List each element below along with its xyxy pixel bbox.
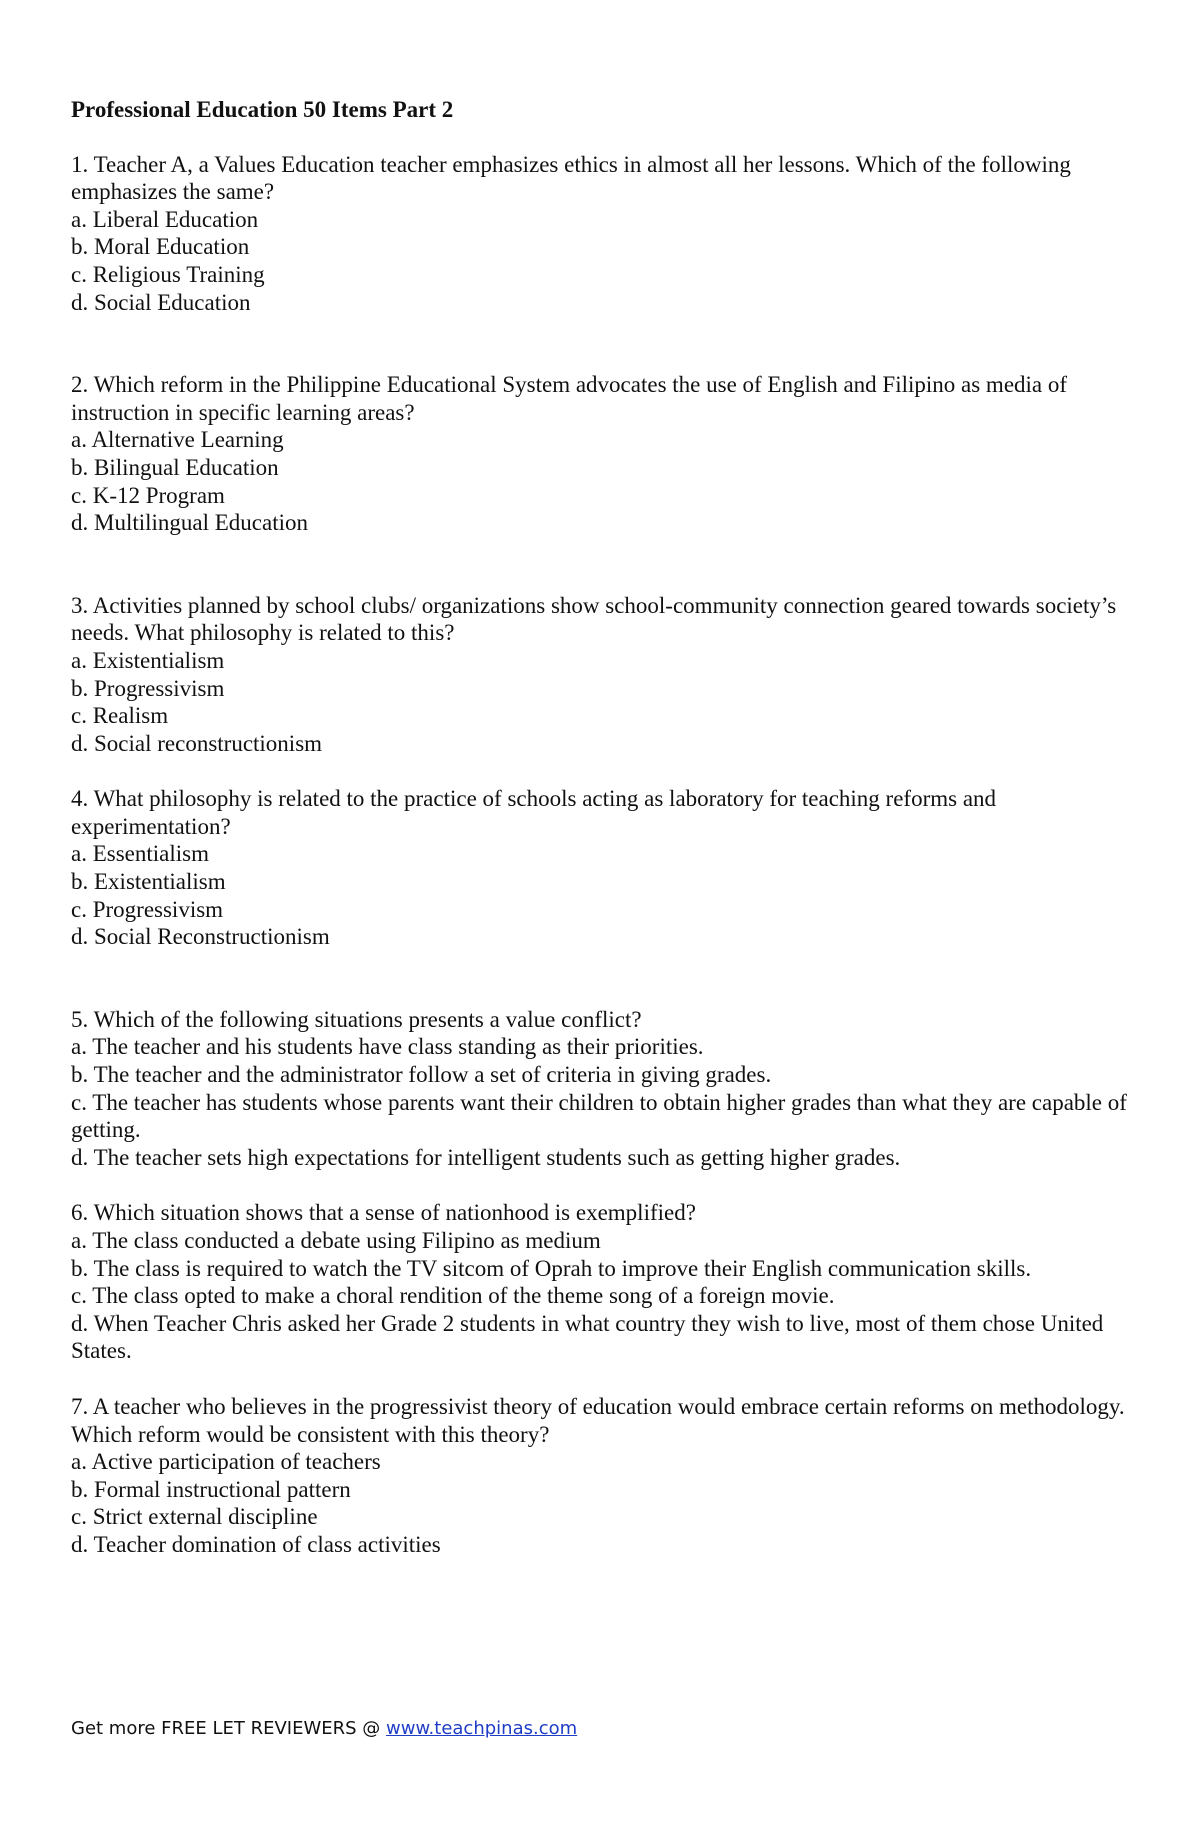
option-b: b. Bilingual Education [71,454,279,480]
question-1 [71,151,1131,317]
option-a: a. Alternative Learning [71,427,284,453]
question-text: 5. Which of the following situations presents a value conflict? [71,1006,642,1032]
question-text: 1. Teacher A, a Values Education teacher emphasizes ethics in almost all her lessons. Which of the following emphasizes the same? [71,151,1077,205]
spacer [71,1365,1131,1393]
option-c: c. K-12 Program [71,482,225,508]
option-c: c. Progressivism [71,896,224,922]
option-a: a. The class conducted a debate using Filipino as medium [71,1228,601,1253]
question-6 [71,1199,1131,1365]
option-c: c. Realism [71,703,169,729]
spacer [71,316,1131,371]
question-4 [71,785,1131,951]
option-d: d. Social reconstructionism [71,730,323,756]
spacer [71,1171,1131,1199]
question-7 [71,1393,1131,1559]
option-a: a. Essentialism [71,841,209,867]
option-b: b. Existentialism [71,869,226,895]
option-b: b. Progressivism [71,675,225,701]
option-d: d. Social Reconstructionism [71,924,330,950]
option-c: c. Religious Training [71,261,265,287]
option-a: a. Liberal Education [71,206,259,232]
question-text: 4. What philosophy is related to the practice of schools acting as laboratory for teaching reforms and experimentation? [71,786,1002,839]
question-text: 7. A teacher who believes in the progressivist theory of education would embrace certain reforms on methodology. Which reform would be consistent with this theory? [71,1393,1130,1447]
spacer [71,951,1131,1006]
question-text: 3. Activities planned by school clubs/ organizations show school-community connection geared towards society’s needs. What philosophy is related to this? [71,592,1122,646]
document-title: Professional Education 50 Items Part 2 [71,97,454,122]
footer-text: Get more FREE LET REVIEWERS @ [71,1718,387,1739]
option-d: d. Teacher domination of class activities [71,1531,441,1557]
option-b: b. The class is required to watch the TV sitcom of Oprah to improve their English communication skills. [71,1255,1032,1281]
footer [71,1718,577,1739]
teachpinas-link[interactable]: www.teachpinas.com [386,1718,578,1739]
option-b: b. Formal instructional pattern [71,1476,351,1502]
question-5 [71,1006,1131,1172]
option-c: c. The teacher has students whose parents want their children to obtain higher grades than what they are capable of getting. [71,1089,1133,1143]
document-page [71,96,1131,1559]
spacer [71,537,1131,592]
option-d: d. The teacher sets high expectations for intelligent students such as getting higher grades. [71,1144,901,1170]
question-text: 2. Which reform in the Philippine Educational System advocates the use of English and Filipino as media of instruction in specific learning areas? [71,372,1073,425]
option-b: b. The teacher and the administrator follow a set of criteria in giving grades. [71,1062,772,1088]
option-c: c. The class opted to make a choral rendition of the theme song of a foreign movie. [71,1283,835,1309]
option-d: d. When Teacher Chris asked her Grade 2 students in what country they wish to live, most of them chose United States. [71,1310,1110,1364]
option-d: d. Social Education [71,289,251,315]
option-d: d. Multilingual Education [71,510,308,536]
spacer [71,757,1131,785]
option-a: a. The teacher and his students have class standing as their priorities. [71,1034,704,1060]
option-a: a. Active participation of teachers [71,1449,381,1475]
question-text: 6. Which situation shows that a sense of nationhood is exemplified? [71,1200,696,1226]
option-c: c. Strict external discipline [71,1504,318,1530]
question-3 [71,592,1131,758]
question-2 [71,371,1131,537]
option-a: a. Existentialism [71,647,225,673]
option-b: b. Moral Education [71,234,250,260]
